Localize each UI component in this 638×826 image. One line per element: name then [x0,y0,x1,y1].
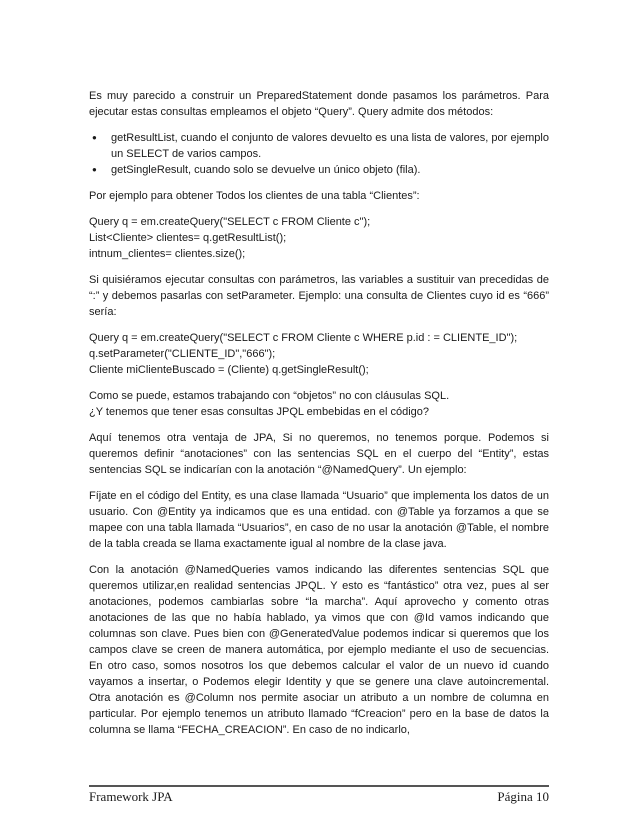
page-footer [89,785,549,805]
paragraph-objects-line1: Como se puede, estamos trabajando con “objetos” no con cláusulas SQL. [89,390,450,402]
code-block-query-all [89,214,549,262]
code-block-query-param [89,330,549,378]
page-body [89,88,549,748]
list-item-getsingleresult: ● getSingleResult, cuando solo se devuelve un único objeto (fila). [111,162,549,178]
paragraph-intro: Es muy parecido a construir un PreparedStatement donde pasamos los parámetros. Para ejecutar estas consultas empleamos el objeto “Query”. Query admite dos métodos: [89,90,549,118]
paragraph-example-intro: Por ejemplo para obtener Todos los clientes de una tabla “Clientes”: [89,190,420,202]
methods-list [89,130,549,178]
paragraph-jpa-advantage: Aquí tenemos otra ventaja de JPA, Si no queremos, no tenemos porque. Podemos si queremos definir “anotaciones” con las sentencias SQL en el cuerpo del “Entity”, estas sentencias SQL se indicarían con la anotación “@NamedQuery”. Un ejemplo: [89,432,549,476]
code-line: Cliente miClienteBuscado = (Cliente) q.getSingleResult(); [89,364,369,376]
code-line: Query q = em.createQuery("SELECT c FROM Cliente c WHERE p.id : = CLIENTE_ID"); [89,332,518,344]
code-line: Query q = em.createQuery("SELECT c FROM Cliente c"); [89,216,371,228]
paragraph-parameters: Si quisiéramos ejecutar consultas con parámetros, las variables a sustituir van precedidas de “:” y debemos pasarlas con setParameter. Ejemplo: una consulta de Clientes cuyo id es “666” sería: [89,274,549,318]
code-line: q.setParameter("CLIENTE_ID","666"); [89,348,276,360]
paragraph-objects-line2: ¿Y tenemos que tener esas consultas JPQL embebidas en el código? [89,406,429,418]
code-line: intnum_clientes= clientes.size(); [89,248,246,260]
footer-title: Framework JPA [89,789,173,804]
paragraph-entity: Fíjate en el código del Entity, es una clase llamada “Usuario” que implementa los datos de un usuario. Con @Entity ya indicamos que es una entidad. con @Table ya forzamos a que se mapee con una tabla llamada “Usuarios”, en caso de no usar la anotación @Table, el nombre de la tabla creada se llama exactamente igual al nombre de la clase java. [89,490,549,550]
page-number: Página 10 [497,789,549,804]
paragraph-namedqueries: Con la anotación @NamedQueries vamos indicando las diferentes sentencias SQL que queremos utilizar,en realidad sentencias JPQL. Y esto es “fantástico” otra vez, pues al ser anotaciones, podemos cambiarlas sobre “la marcha”. Aquí aprovecho y comento otras anotaciones de las que no había hablado, ya vimos que con @Id vamos indicando que columnas son clave. Pues bien con @GeneratedValue podemos indicar si queremos que los campos clave se creen de manera automática, por ejemplo mediante el uso de secuencias. En otro caso, somos nosotros los que debemos calcular el valor de un nuevo id cuando vayamos a insertar, o Podemos elegir Identity y que se genere una clave autoincremental. Otra anotación es @Column nos permite asociar un atributo a un nombre de columna en particular. Por ejemplo tenemos un atributo llamado “fCreacion” pero en la base de datos la columna se llama “FECHA_CREACION”. En caso de no indicarlo, [89,564,549,736]
list-item-getresultlist: ● getResultList, cuando el conjunto de valores devuelto es una lista de valores, por ejemplo un SELECT de varios campos. [111,130,549,162]
paragraph-objects [89,388,549,420]
code-line: List<Cliente> clientes= q.getResultList(); [89,232,287,244]
